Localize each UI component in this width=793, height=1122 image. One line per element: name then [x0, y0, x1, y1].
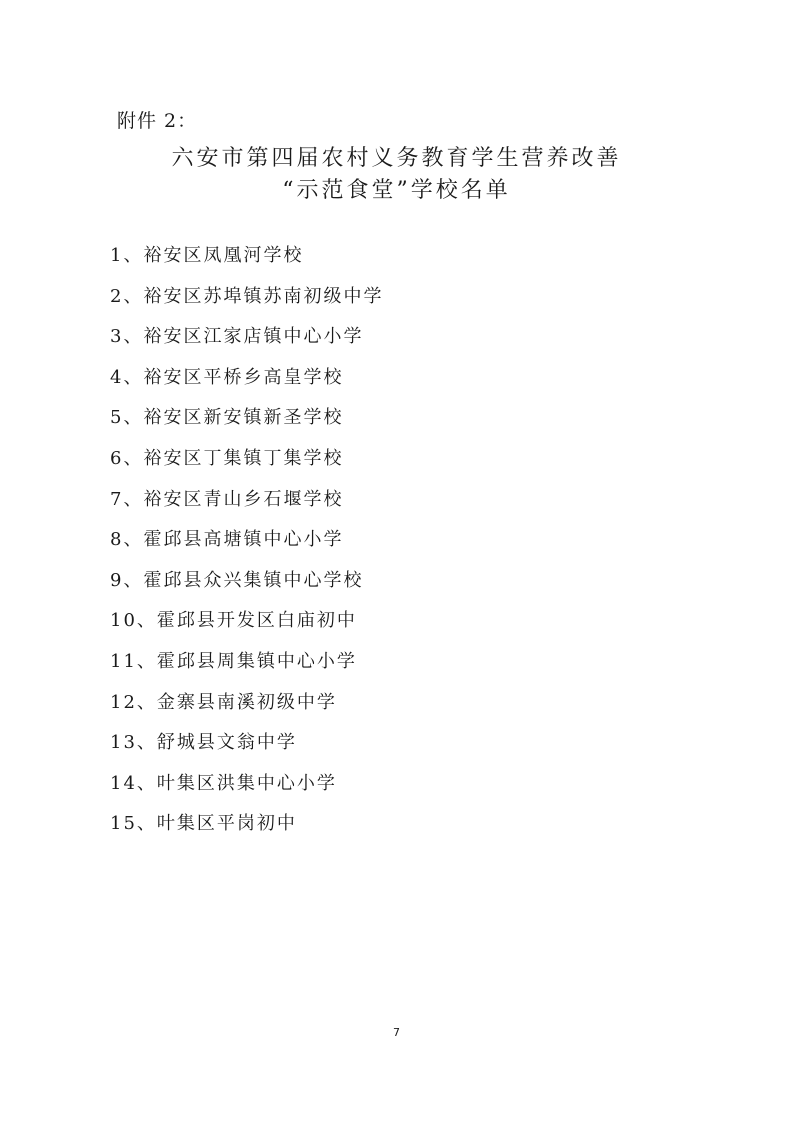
list-item: 13、舒城县文翁中学 [110, 732, 297, 754]
list-item: 14、叶集区洪集中心小学 [110, 772, 337, 794]
list-item: 7、裕安区青山乡石堰学校 [110, 488, 344, 510]
list-item: 12、金寨县南溪初级中学 [110, 691, 337, 713]
list-item: 2、裕安区苏埠镇苏南初级中学 [110, 285, 384, 307]
document-title-line-2: “示范食堂”学校名单 [282, 178, 511, 203]
list-item: 8、霍邱县高塘镇中心小学 [110, 529, 344, 551]
list-item: 10、霍邱县开发区白庙初中 [110, 610, 357, 632]
list-item: 1、裕安区凤凰河学校 [110, 245, 304, 266]
list-item: 11、霍邱县周集镇中心小学 [110, 650, 357, 672]
list-item: 4、裕安区平桥乡高皇学校 [110, 366, 344, 388]
attachment-label: 附件 2： [117, 110, 198, 132]
list-item: 5、裕安区新安镇新圣学校 [110, 407, 344, 429]
page-number: 7 [393, 1026, 400, 1039]
list-item: 9、霍邱县众兴集镇中心学校 [110, 569, 364, 591]
list-item: 6、裕安区丁集镇丁集学校 [110, 447, 344, 469]
list-item: 3、裕安区江家店镇中心小学 [110, 326, 364, 348]
document-title-line-1: 六安市第四届农村义务教育学生营养改善 [171, 146, 622, 171]
school-list [110, 243, 383, 852]
list-item: 15、叶集区平岗初中 [110, 813, 297, 835]
